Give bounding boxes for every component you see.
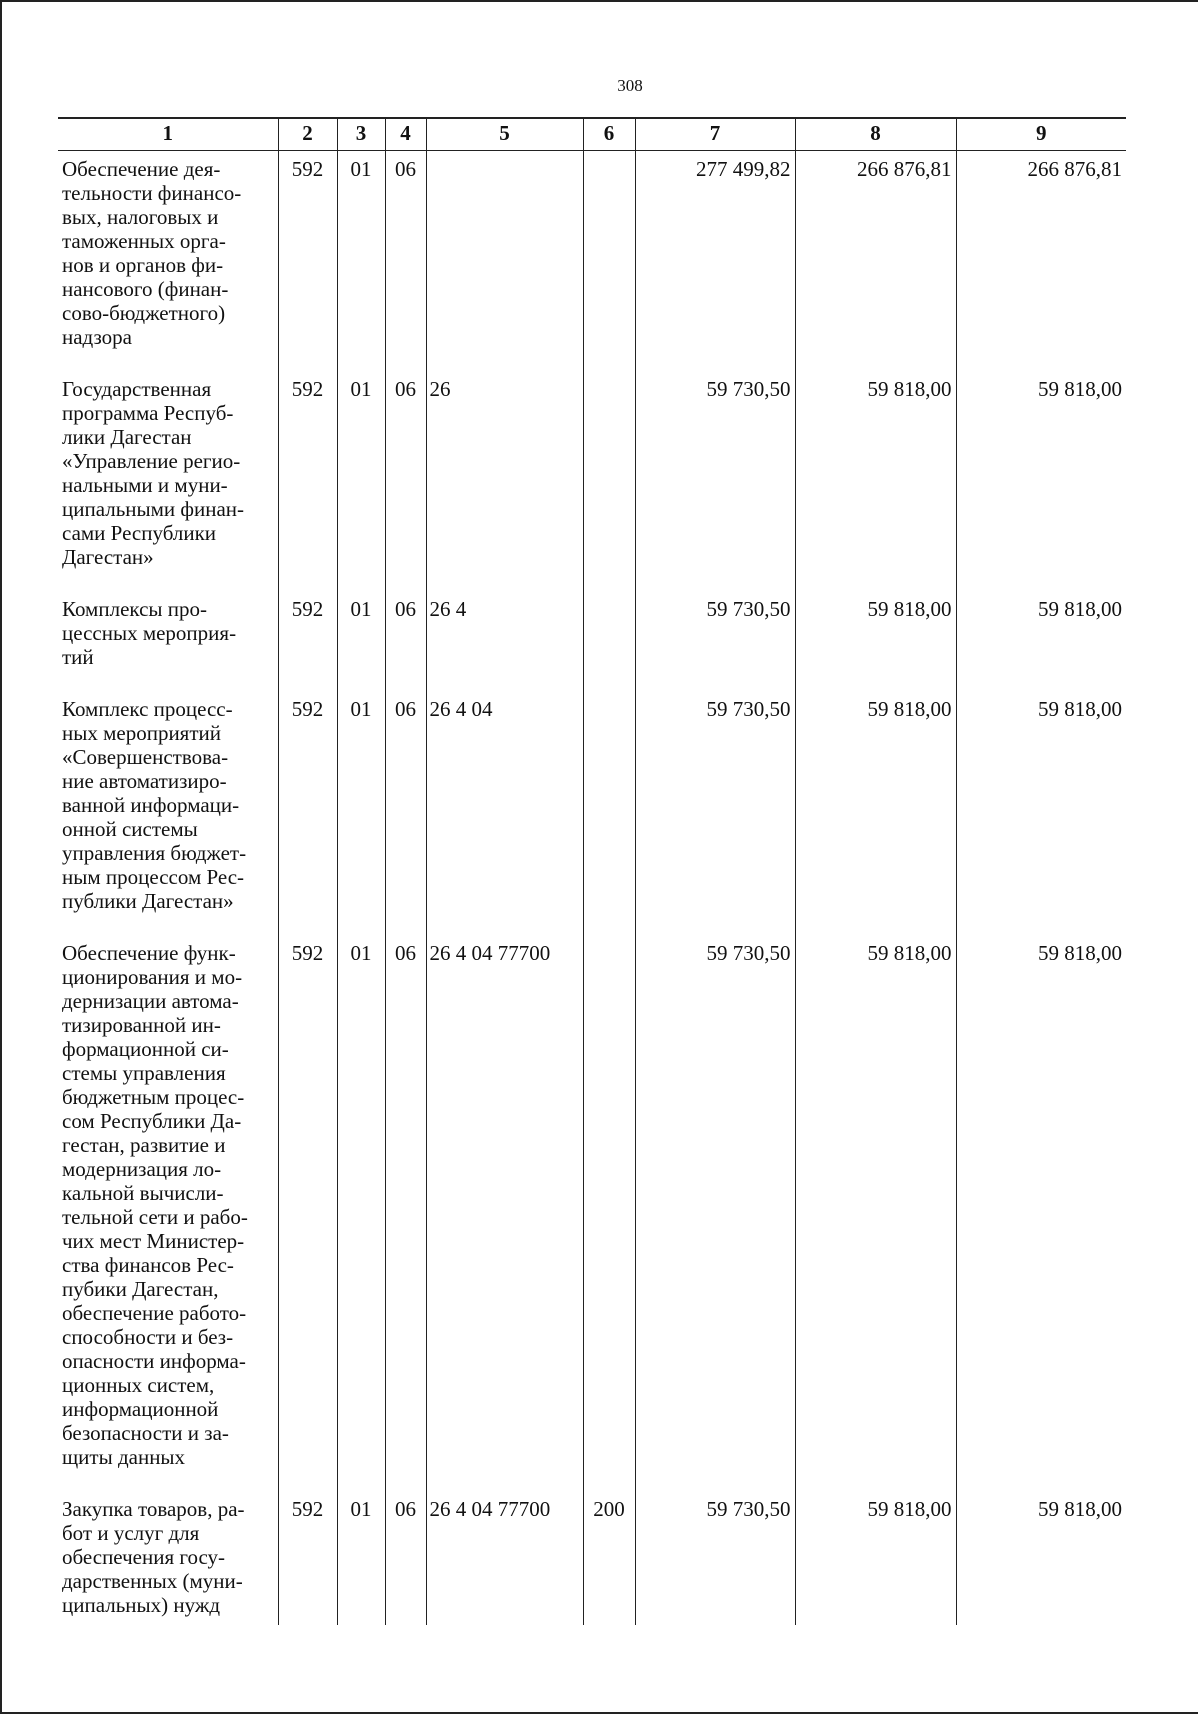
cell-col-7: 59 730,50 bbox=[635, 691, 795, 935]
cell-col-3: 01 bbox=[337, 151, 385, 372]
row-name: Обеспечение дея- тельности финансо- вых, налоговых и таможенных орга- нов и органов фи- нансового (финан- сово-бюджетного) надзора bbox=[58, 151, 278, 372]
cell-col-9: 59 818,00 bbox=[956, 591, 1126, 691]
cell-col-9: 266 876,81 bbox=[956, 151, 1126, 372]
row-name: Комплекс процесс- ных мероприятий «Совершенствова- ние автоматизиро- ванной информаци- онной системы управления бюджет- ным процессом Рес- публики Дагестан» bbox=[58, 691, 278, 935]
header-col-3: 3 bbox=[337, 118, 385, 151]
cell-col-7: 59 730,50 bbox=[635, 1491, 795, 1625]
cell-col-6 bbox=[583, 591, 635, 691]
row-name: Обеспечение функ- ционирования и мо- дернизации автома- тизированной ин- формационной си- стемы управления бюджетным процес- сом Республики Да- гестан, развитие и модернизация ло- кальной вычисли- тельной сети и рабо- чих мест Министер- ства финансов Рес- пубики Дагестан, обеспечение работо- способности и без- опасности информа- ционных систем, информационной безопасности и за- щиты данных bbox=[58, 935, 278, 1491]
cell-col-8: 266 876,81 bbox=[795, 151, 956, 372]
cell-col-3: 01 bbox=[337, 371, 385, 591]
cell-col-5: 26 bbox=[426, 371, 583, 591]
cell-col-9: 59 818,00 bbox=[956, 1491, 1126, 1625]
header-row bbox=[58, 118, 1126, 151]
header-col-7: 7 bbox=[635, 118, 795, 151]
table-row bbox=[58, 151, 1126, 372]
cell-col-6 bbox=[583, 935, 635, 1491]
cell-col-2: 592 bbox=[278, 1491, 337, 1625]
row-name: Комплексы про- цессных мероприя- тий bbox=[58, 591, 278, 691]
cell-col-2: 592 bbox=[278, 371, 337, 591]
cell-col-8: 59 818,00 bbox=[795, 591, 956, 691]
row-name: Государственная программа Респуб- лики Дагестан «Управление регио- нальными и муни- ципальными финан- сами Республики Дагестан» bbox=[58, 371, 278, 591]
cell-col-4: 06 bbox=[385, 151, 426, 372]
cell-col-6 bbox=[583, 151, 635, 372]
header-col-2: 2 bbox=[278, 118, 337, 151]
cell-col-8: 59 818,00 bbox=[795, 371, 956, 591]
cell-col-3: 01 bbox=[337, 1491, 385, 1625]
header-col-1: 1 bbox=[58, 118, 278, 151]
cell-col-5 bbox=[426, 151, 583, 372]
cell-col-4: 06 bbox=[385, 371, 426, 591]
cell-col-3: 01 bbox=[337, 935, 385, 1491]
cell-col-3: 01 bbox=[337, 691, 385, 935]
cell-col-8: 59 818,00 bbox=[795, 935, 956, 1491]
cell-col-7: 59 730,50 bbox=[635, 591, 795, 691]
cell-col-9: 59 818,00 bbox=[956, 935, 1126, 1491]
header-col-8: 8 bbox=[795, 118, 956, 151]
budget-table-wrap bbox=[58, 117, 1126, 1625]
cell-col-7: 59 730,50 bbox=[635, 371, 795, 591]
cell-col-9: 59 818,00 bbox=[956, 371, 1126, 591]
cell-col-7: 277 499,82 bbox=[635, 151, 795, 372]
row-name: Закупка товаров, ра- бот и услуг для обеспечения госу- дарственных (муни- ципальных) нужд bbox=[58, 1491, 278, 1625]
cell-col-4: 06 bbox=[385, 591, 426, 691]
cell-col-5: 26 4 04 bbox=[426, 691, 583, 935]
page-number: 308 bbox=[617, 76, 643, 95]
cell-col-4: 06 bbox=[385, 691, 426, 935]
cell-col-5: 26 4 04 77700 bbox=[426, 1491, 583, 1625]
cell-col-2: 592 bbox=[278, 591, 337, 691]
cell-col-8: 59 818,00 bbox=[795, 691, 956, 935]
budget-table bbox=[58, 117, 1126, 1625]
table-row bbox=[58, 935, 1126, 1491]
header-col-4: 4 bbox=[385, 118, 426, 151]
cell-col-2: 592 bbox=[278, 151, 337, 372]
cell-col-3: 01 bbox=[337, 591, 385, 691]
cell-col-6: 200 bbox=[583, 1491, 635, 1625]
cell-col-2: 592 bbox=[278, 935, 337, 1491]
table-row bbox=[58, 1491, 1126, 1625]
cell-col-6 bbox=[583, 371, 635, 591]
cell-col-4: 06 bbox=[385, 1491, 426, 1625]
cell-col-2: 592 bbox=[278, 691, 337, 935]
cell-col-7: 59 730,50 bbox=[635, 935, 795, 1491]
table-row bbox=[58, 591, 1126, 691]
cell-col-5: 26 4 04 77700 bbox=[426, 935, 583, 1491]
table-row bbox=[58, 691, 1126, 935]
table-row bbox=[58, 371, 1126, 591]
header-col-5: 5 bbox=[426, 118, 583, 151]
cell-col-6 bbox=[583, 691, 635, 935]
header-col-9: 9 bbox=[956, 118, 1126, 151]
header-col-6: 6 bbox=[583, 118, 635, 151]
cell-col-4: 06 bbox=[385, 935, 426, 1491]
cell-col-9: 59 818,00 bbox=[956, 691, 1126, 935]
cell-col-5: 26 4 bbox=[426, 591, 583, 691]
cell-col-8: 59 818,00 bbox=[795, 1491, 956, 1625]
